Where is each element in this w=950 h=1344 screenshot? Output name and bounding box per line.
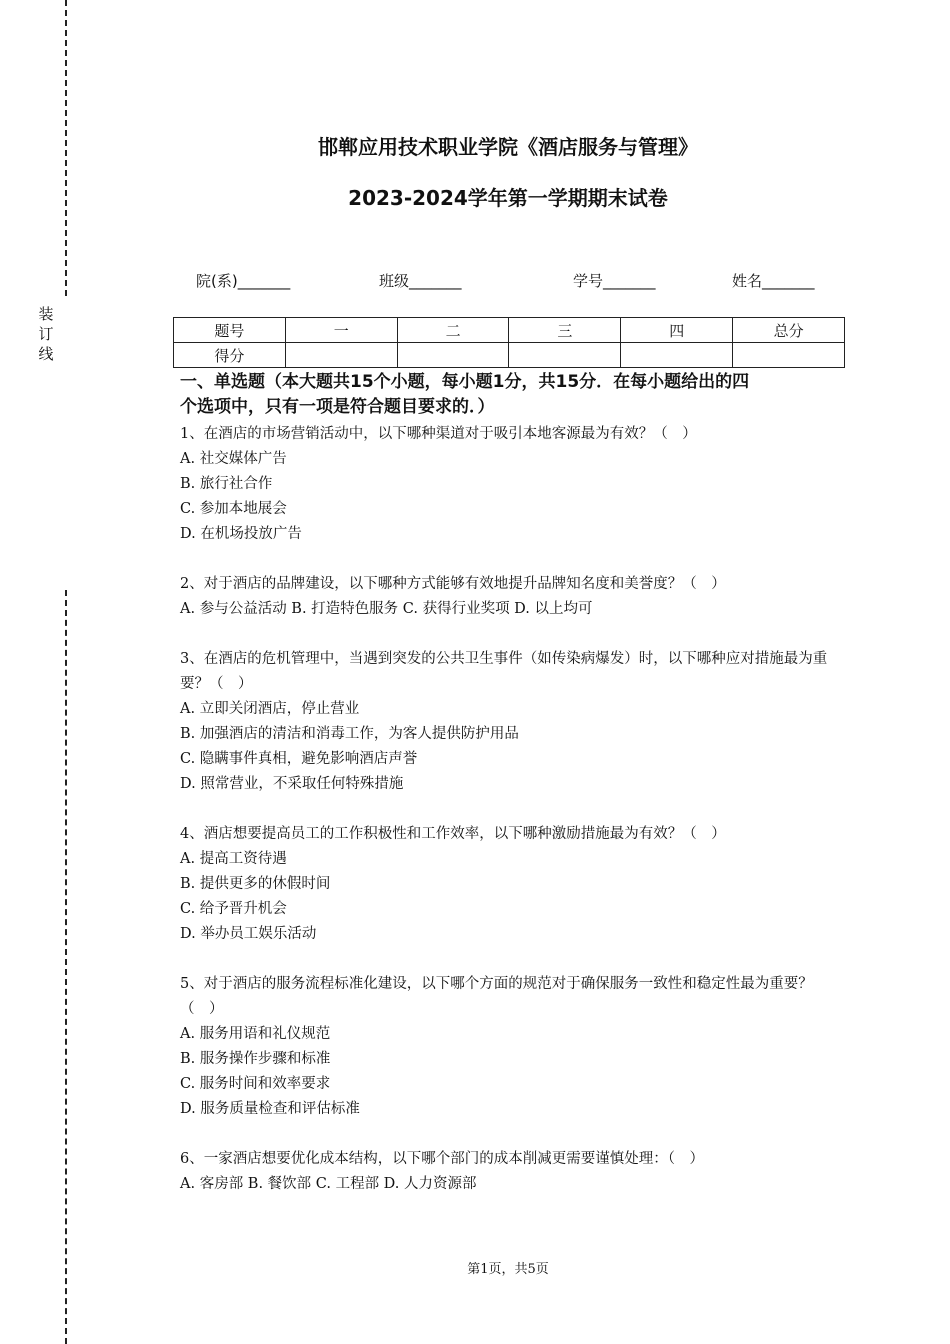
score-table-score-row [174, 343, 845, 368]
score-table-header-cell: 二 [397, 318, 509, 343]
question-stem: 3、在酒店的危机管理中，当遇到突发的公共卫生事件（如传染病爆发）时，以下哪种应对措施最为重要？（ ） [180, 651, 828, 692]
score-cell [509, 343, 621, 368]
question-stem: 4、酒店想要提高员工的工作积极性和工作效率，以下哪种激励措施最为有效？（ ） [180, 826, 726, 842]
binding-line-bottom [65, 590, 67, 1344]
option-d: D. 照常营业，不采取任何特殊措施 [180, 776, 404, 792]
student-id-field: 学号_______ [573, 272, 656, 290]
score-table-header-cell: 题号 [174, 318, 286, 343]
option-c: C. 给予晋升机会 [180, 901, 287, 917]
option-c: C. 服务时间和效率要求 [180, 1076, 331, 1092]
question-1 [180, 422, 845, 547]
exam-content [180, 370, 845, 1197]
exam-subtitle: 2023-2024学年第一学期期末试卷 [348, 186, 668, 210]
binding-label: 装订线 [38, 305, 54, 363]
score-table-header-row [174, 318, 845, 343]
option-a: A. 社交媒体广告 [180, 451, 287, 467]
option-c: C. 隐瞒事件真相，避免影响酒店声誉 [180, 751, 418, 767]
option-d: D. 举办员工娱乐活动 [180, 926, 317, 942]
option-a: A. 提高工资待遇 [180, 851, 287, 867]
option-d: D. 服务质量检查和评估标准 [180, 1101, 360, 1117]
option-c: C. 参加本地展会 [180, 501, 287, 517]
department-field: 院(系)_______ [196, 272, 291, 290]
score-table-header-cell: 一 [285, 318, 397, 343]
question-stem: 2、对于酒店的品牌建设，以下哪种方式能够有效地提升品牌知名度和美誉度？（ ） [180, 576, 726, 592]
section-heading-line: 个选项中，只有一项是符合题目要求的．） [180, 397, 495, 417]
question-stem: 1、在酒店的市场营销活动中，以下哪种渠道对于吸引本地客源最为有效？（ ） [180, 426, 697, 442]
options-inline: A. 参与公益活动 B. 打造特色服务 C. 获得行业奖项 D. 以上均可 [180, 601, 593, 617]
exam-title: 邯郸应用技术职业学院《酒店服务与管理》 [318, 135, 698, 159]
question-stem: 6、一家酒店想要优化成本结构，以下哪个部门的成本削减更需要谨慎处理：（ ） [180, 1151, 704, 1167]
question-6 [180, 1147, 845, 1197]
question-stem: 5、对于酒店的服务流程标准化建设，以下哪个方面的规范对于确保服务一致性和稳定性最为重要？（ ） [180, 976, 813, 1017]
option-b: B. 旅行社合作 [180, 476, 273, 492]
question-2 [180, 572, 845, 622]
options-inline: A. 客房部 B. 餐饮部 C. 工程部 D. 人力资源部 [180, 1176, 477, 1192]
question-4 [180, 822, 845, 947]
score-cell [733, 343, 845, 368]
option-b: B. 提供更多的休假时间 [180, 876, 331, 892]
option-d: D. 在机场投放广告 [180, 526, 302, 542]
option-b: B. 服务操作步骤和标准 [180, 1051, 331, 1067]
score-cell [397, 343, 509, 368]
section-heading [180, 370, 845, 420]
option-a: A. 立即关闭酒店，停止营业 [180, 701, 360, 717]
name-field: 姓名_______ [732, 272, 815, 290]
score-table-header-cell: 四 [621, 318, 733, 343]
score-row-label: 得分 [174, 343, 286, 368]
class-field: 班级_______ [379, 272, 462, 290]
option-b: B. 加强酒店的清洁和消毒工作，为客人提供防护用品 [180, 726, 519, 742]
score-cell [285, 343, 397, 368]
section-heading-line: 一、单选题（本大题共15个小题，每小题1分，共15分．在每小题给出的四 [180, 372, 750, 392]
page-number: 第1页，共5页 [467, 1262, 549, 1277]
score-table [173, 317, 845, 368]
question-5 [180, 972, 845, 1122]
score-table-header-cell: 三 [509, 318, 621, 343]
question-3 [180, 647, 845, 797]
option-a: A. 服务用语和礼仪规范 [180, 1026, 331, 1042]
score-table-header-cell: 总分 [733, 318, 845, 343]
score-cell [621, 343, 733, 368]
